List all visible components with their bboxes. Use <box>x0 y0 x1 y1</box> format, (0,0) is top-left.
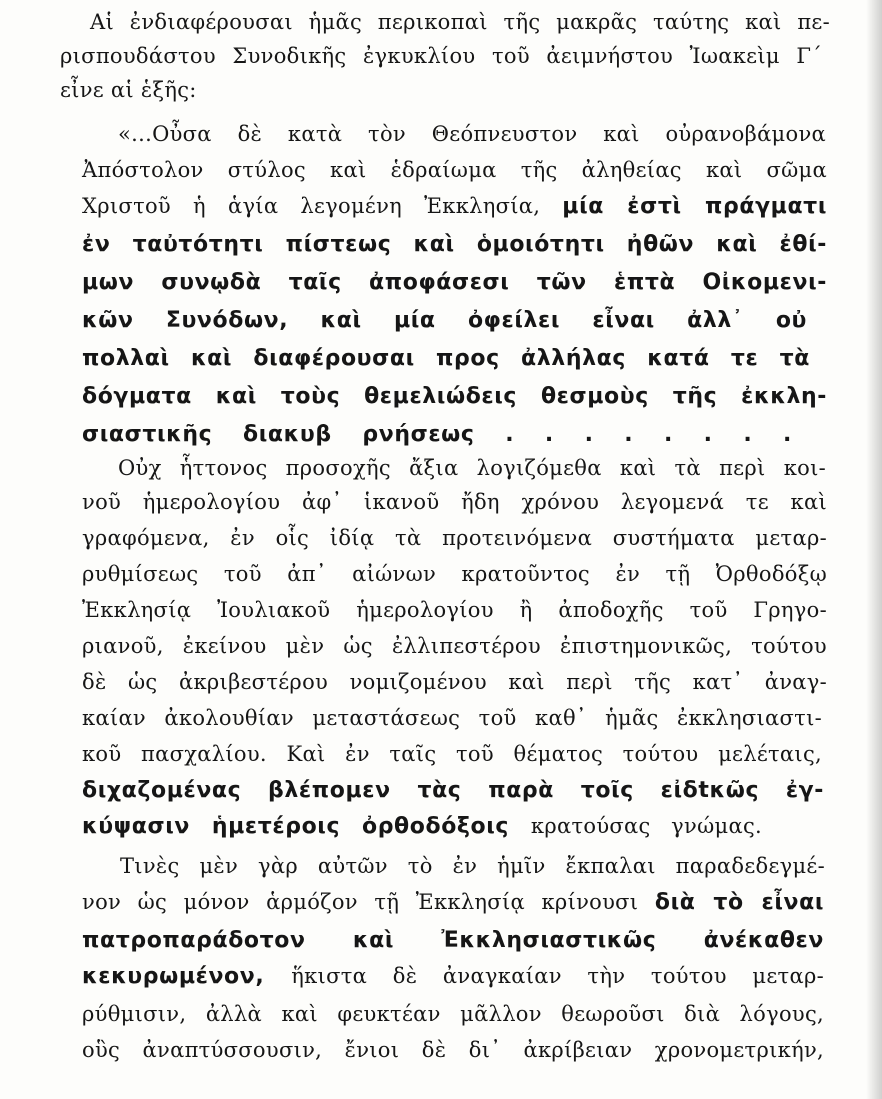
text-line <box>82 234 827 256</box>
text-line <box>82 744 822 765</box>
text-line <box>82 528 827 549</box>
text-span: ρύθμισιν, ἀλλὰ καὶ φευκτέαν μᾶλλον θεωροῦσι διὰ λόγους, <box>82 1002 824 1026</box>
bold-span: κεκυρωμένον, <box>82 964 292 989</box>
text-line <box>82 780 824 802</box>
text-line <box>90 12 830 33</box>
text-line <box>120 856 825 877</box>
text-span: οὓς ἀναπτύσσουσιν, ἔνιοι δὲ δι᾽ ἀκρίβειαν χρονομετρικήν, <box>82 1038 824 1062</box>
bold-span: πολλαὶ καὶ διαφέρουσαι προς ἀλλήλας κατά τε τὰ <box>82 346 810 371</box>
text-span: ἥκιστα δὲ ἀναγκαίαν τὴν τούτου μεταρ- <box>291 964 824 988</box>
text-span: καίαν ἀκολουθίαν μεταστάσεως τοῦ καθ᾽ ἡμᾶς ἐκκλησιαστι- <box>82 706 822 730</box>
text-span: Χριστοῦ ἡ ἁγία λεγομένη Ἐκκλησία, <box>82 194 563 218</box>
text-span: κρατούσας γνώμας. <box>530 814 762 838</box>
text-span: Ἐκκλησίᾳ Ἰουλιακοῦ ἡμερολογίου ἢ ἀποδοχῆς τοῦ Γρηγο- <box>82 598 827 622</box>
text-line <box>82 492 827 513</box>
text-line <box>60 46 822 67</box>
bold-span: κύψασιν ἡμετέροις ὀρθοδόξοις <box>82 814 531 839</box>
text-line <box>82 272 827 294</box>
text-span: Ἀπόστολον στύλος καὶ ἑδραίωμα τῆς ἀληθείας καὶ σῶμα <box>82 158 827 182</box>
bold-span: ἐν ταὐτότητι πίστεως καὶ ὁμοιότητι ἠθῶν καὶ ἐθί- <box>82 232 827 257</box>
text-line <box>118 458 826 479</box>
bold-span: πατροπαράδοτον καὶ Ἐκκλησιαστικῶς ἀνέκαθεν <box>82 928 824 953</box>
text-span: κοῦ πασχαλίου. Καὶ ἐν ταῖς τοῦ θέματος τούτου μελέταις, <box>82 742 822 766</box>
page-edge-shadow <box>866 0 882 1099</box>
text-line <box>82 636 827 657</box>
bold-span: μία ἐστὶ πράγματι <box>562 194 827 219</box>
text-line <box>82 1004 824 1025</box>
bold-span: μων συνῳδὰ ταῖς ἀποφάσεσι τῶν ἑπτὰ Οἰκομενι- <box>82 270 827 295</box>
text-span: Οὐχ ἧττονος προσοχῆς ἄξια λογιζόμεθα καὶ τὰ περὶ κοι- <box>118 456 826 480</box>
text-span: γραφόμενα, ἐν οἷς ἰδίᾳ τὰ προτεινόμενα συστήματα μεταρ- <box>82 526 827 550</box>
text-line <box>82 564 827 585</box>
text-line <box>82 1040 824 1061</box>
bold-span: κῶν Συνόδων, καὶ μία ὀφείλει εἶναι ἀλλ᾽ οὐ <box>82 308 807 333</box>
text-span: Τινὲς μὲν γὰρ αὐτῶν τὸ ἐν ἡμῖν ἔκπαλαι παραδεδεγμέ- <box>120 854 825 878</box>
text-line <box>60 80 210 101</box>
text-line <box>82 966 824 988</box>
text-span: εἶνε αἱ ἑξῆς: <box>60 78 197 102</box>
text-line <box>82 816 762 838</box>
text-span: Αἱ ἐνδιαφέρουσαι ἡμᾶς περικοπαὶ τῆς μακρᾶς ταύτης καὶ πε- <box>90 10 830 34</box>
text-line <box>82 160 827 181</box>
text-line <box>82 348 810 370</box>
text-span: νοῦ ἡμερολογίου ἀφ᾽ ἱκανοῦ ἤδη χρόνου λεγομενά τε καὶ <box>82 490 827 514</box>
text-line <box>82 672 827 693</box>
text-span: ρισπουδάστου Συνοδικῆς ἐγκυκλίου τοῦ ἀειμνήστου Ἰωακεὶμ Γ΄ <box>60 44 822 68</box>
text-line <box>82 310 807 332</box>
text-line <box>82 386 827 408</box>
text-line <box>82 196 827 218</box>
bold-span: διχαζομένας βλέπομεν τὰς παρὰ τοῖς εἰδtκῶς ἐγ- <box>82 778 824 803</box>
text-line <box>82 930 824 952</box>
text-span: δὲ ὡς ἀκριβεστέρου νομιζομένου καὶ περὶ τῆς κατ᾽ ἀναγ- <box>82 670 827 694</box>
bold-span: σιαστικῆς διακυβ ρνήσεως . . . . . . . . <box>82 422 792 447</box>
text-line <box>82 708 822 729</box>
text-span: νον ὡς μόνον ἁρμόζον τῇ Ἐκκλησίᾳ κρίνουσι <box>82 890 655 914</box>
bold-span: δόγματα καὶ τοὺς θεμελιώδεις θεσμοὺς τῆς ἐκκλη- <box>82 384 827 409</box>
text-span: ρυθμίσεως τοῦ ἀπ᾽ αἰώνων κρατοῦντος ἐν τῇ Ὀρθοδόξῳ <box>82 562 827 586</box>
text-line <box>82 424 792 446</box>
text-line <box>82 892 824 914</box>
text-span: ριανοῦ, ἐκείνου μὲν ὡς ἐλλιπεστέρου ἐπιστημονικῶς, τούτου <box>82 634 827 658</box>
bold-span: διὰ τὸ εἶναι <box>654 890 824 915</box>
text-line <box>118 124 826 145</box>
text-line <box>82 600 827 621</box>
text-span: «...Οὖσα δὲ κατὰ τὸν Θεόπνευστον καὶ οὐρανοβάμονα <box>118 122 826 146</box>
